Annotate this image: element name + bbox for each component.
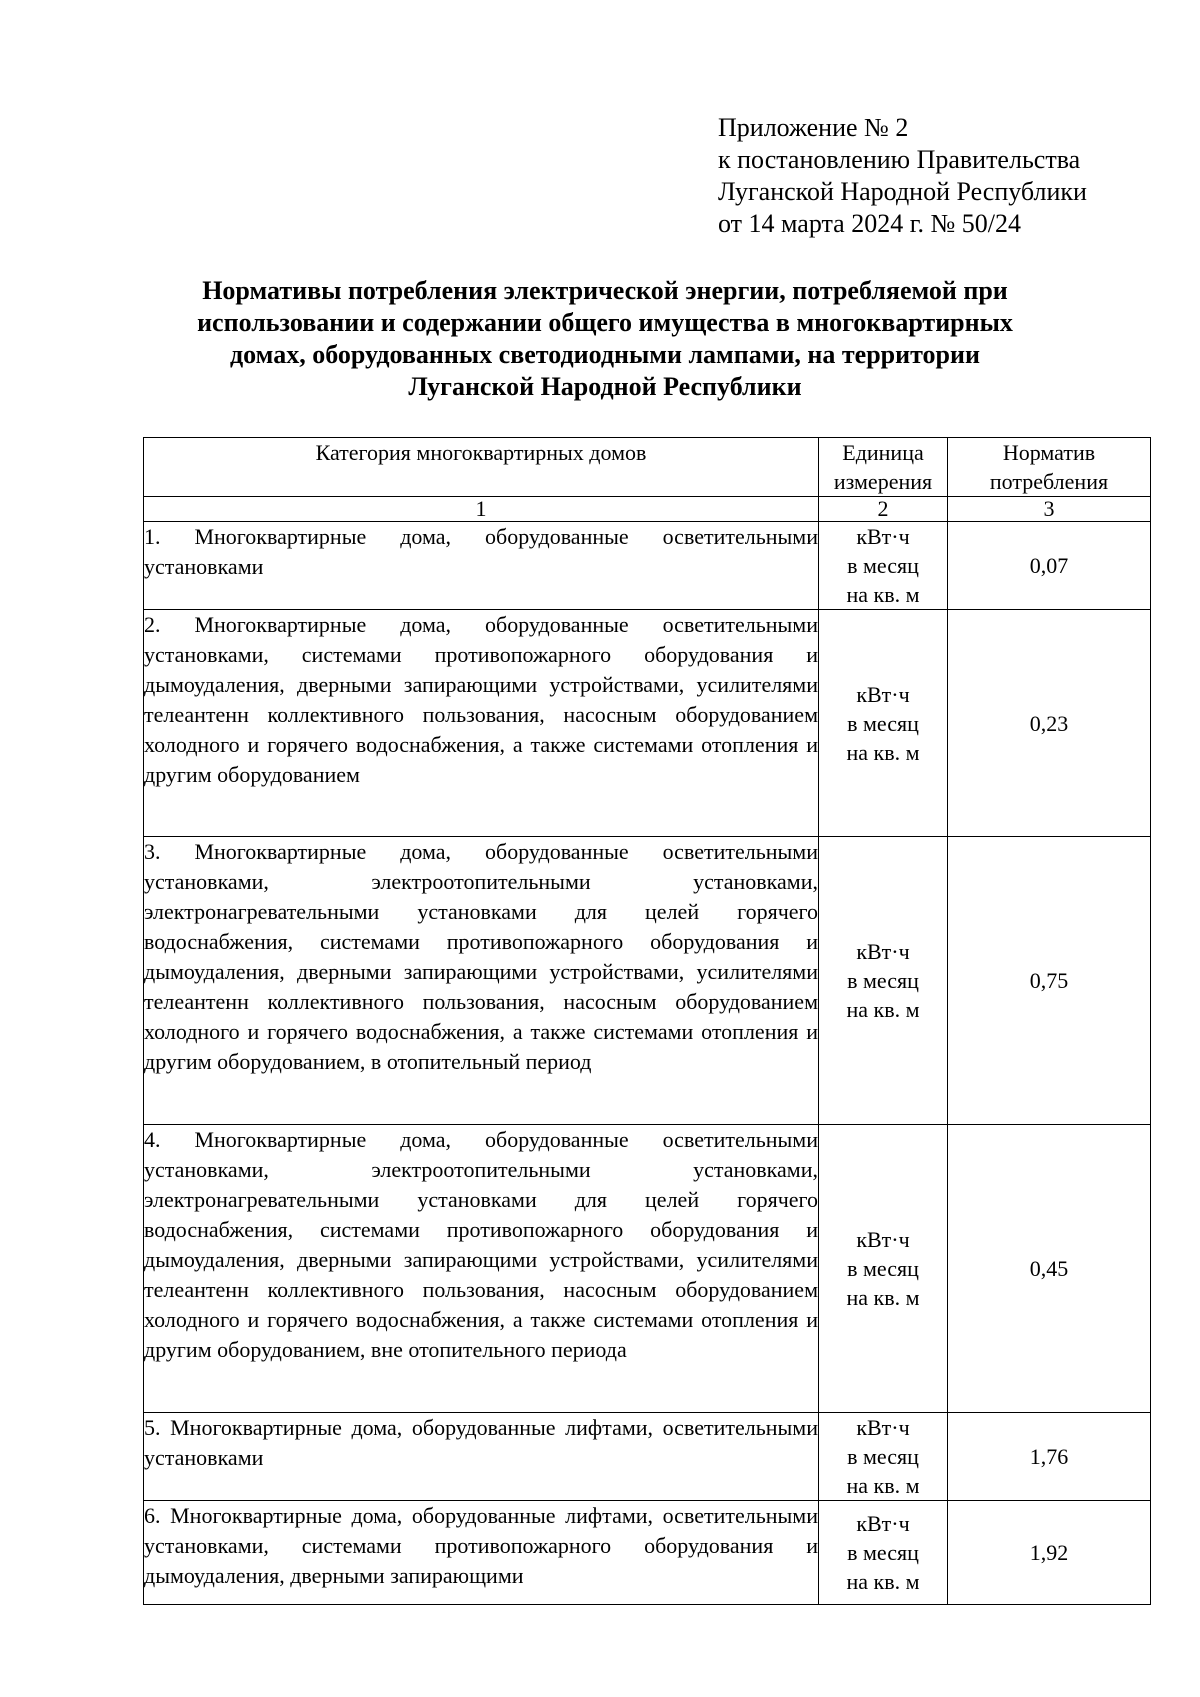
title-line-1: Нормативы потребления электрической энергии, потребляемой при <box>202 276 1008 305</box>
row-value: 1,76 <box>948 1413 1151 1501</box>
unit-line-2: в месяц <box>847 968 919 993</box>
title-line-4: Луганской Народной Республики <box>408 372 802 401</box>
title-line-2: использовании и содержании общего имущества в многоквартирных <box>197 308 1013 337</box>
title-line-3: домах, оборудованных светодиодными лампами, на территории <box>230 340 980 369</box>
header-unit-line-1: Единица <box>842 440 924 465</box>
document-title <box>150 275 1060 403</box>
header-norm <box>948 438 1151 497</box>
unit-line-3: на кв. м <box>846 582 920 607</box>
row-unit <box>819 1413 948 1501</box>
header-norm-line-2: потребления <box>989 469 1109 494</box>
table-row <box>144 1125 1151 1413</box>
unit-line-2: в месяц <box>847 553 919 578</box>
row-description: 4. Многоквартирные дома, оборудованные осветительными установками, электроотопительными установками, электронагревательными установками для целей горячего водоснабжения, системами противопожарного оборудования и дымоудаления, дверными запирающими устройствами, усилителями телеантенн коллективного пользования, насосным оборудованием холодного и горячего водоснабжения, а также системами отопления и другим оборудованием, вне отопительного периода <box>144 1125 819 1413</box>
table-row <box>144 522 1151 610</box>
unit-line-3: на кв. м <box>846 1285 920 1310</box>
appendix-number: Приложение № 2 <box>718 113 909 142</box>
column-number-3: 3 <box>948 497 1151 522</box>
unit-line-1: кВт·ч <box>856 1415 910 1440</box>
header-row <box>144 438 1151 497</box>
header-category-label: Категория многоквартирных домов <box>315 440 647 465</box>
row-value: 0,75 <box>948 837 1151 1125</box>
row-unit <box>819 1501 948 1605</box>
row-value: 0,45 <box>948 1125 1151 1413</box>
appendix-date: от 14 марта 2024 г. № 50/24 <box>718 209 1021 238</box>
row-unit <box>819 522 948 610</box>
row-unit <box>819 1125 948 1413</box>
row-unit <box>819 610 948 837</box>
row-description: 2. Многоквартирные дома, оборудованные осветительными установками, системами противопожарного оборудования и дымоудаления, дверными запирающими устройствами, усилителями телеантенн коллективного пользования, насосным оборудованием холодного и горячего водоснабжения, а также системами отопления и другим оборудованием <box>144 610 819 837</box>
row-description: 3. Многоквартирные дома, оборудованные осветительными установками, электроотопительными установками, электронагревательными установками для целей горячего водоснабжения, системами противопожарного оборудования и дымоудаления, дверными запирающими устройствами, усилителями телеантенн коллективного пользования, насосным оборудованием холодного и горячего водоснабжения, а также системами отопления и другим оборудованием, в отопительный период <box>144 837 819 1125</box>
row-value: 0,23 <box>948 610 1151 837</box>
appendix-resolution-ref: к постановлению Правительства <box>718 145 1081 174</box>
unit-line-3: на кв. м <box>846 1569 920 1594</box>
unit-line-1: кВт·ч <box>856 681 910 707</box>
row-description: 6. Многоквартирные дома, оборудованные лифтами, осветительными установками, системами противопожарного оборудования и дымоудаления, дверными запирающими <box>144 1501 819 1605</box>
unit-line-1: кВт·ч <box>856 939 910 964</box>
unit-line-1: кВт·ч <box>856 1227 910 1252</box>
table-row <box>144 1501 1151 1605</box>
row-value: 0,07 <box>948 522 1151 610</box>
unit-line-3: на кв. м <box>846 1473 920 1498</box>
row-value: 1,92 <box>948 1501 1151 1605</box>
unit-line-3: на кв. м <box>846 997 920 1022</box>
column-number-1: 1 <box>144 497 819 522</box>
unit-line-1: кВт·ч <box>856 1511 910 1536</box>
norms-table <box>143 437 1151 1605</box>
unit-line-2: в месяц <box>847 1540 919 1565</box>
unit-line-2: в месяц <box>847 710 919 736</box>
unit-line-2: в месяц <box>847 1256 919 1281</box>
table-row <box>144 837 1151 1125</box>
column-number-2: 2 <box>819 497 948 522</box>
header-unit-line-2: измерения <box>833 469 933 494</box>
table-row <box>144 610 1151 837</box>
row-description: 1. Многоквартирные дома, оборудованные осветительными установками <box>144 522 819 610</box>
row-description: 5. Многоквартирные дома, оборудованные лифтами, осветительными установками <box>144 1413 819 1501</box>
row-unit <box>819 837 948 1125</box>
appendix-republic: Луганской Народной Республики <box>718 177 1087 206</box>
table-row <box>144 1413 1151 1501</box>
unit-line-3: на кв. м <box>846 739 920 765</box>
unit-line-1: кВт·ч <box>856 524 910 549</box>
header-unit <box>819 438 948 497</box>
unit-line-2: в месяц <box>847 1444 919 1469</box>
header-category <box>144 438 819 497</box>
appendix-block <box>718 112 1087 240</box>
column-number-row <box>144 497 1151 522</box>
header-norm-line-1: Норматив <box>1002 440 1096 465</box>
